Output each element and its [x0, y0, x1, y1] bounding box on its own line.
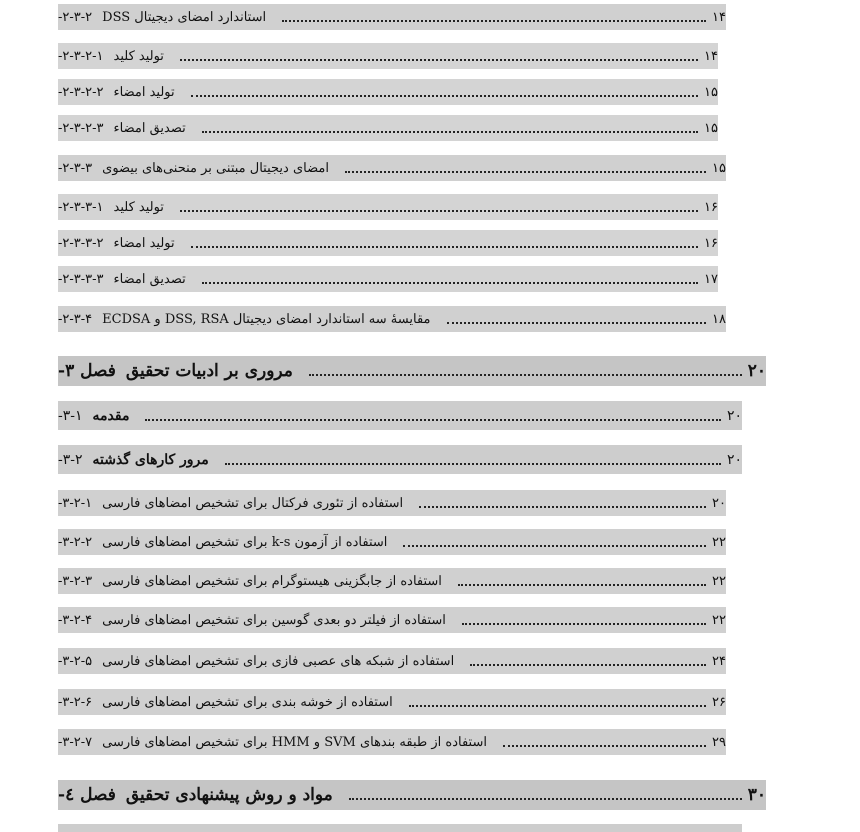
toc-row[interactable] [58, 490, 726, 516]
toc-page-number: ۲۲ [712, 534, 726, 550]
toc-page-number: ۱۵ [704, 84, 718, 100]
toc-number: ۲-۳-۳-۳- [58, 271, 104, 287]
dot-leader [145, 419, 721, 421]
toc-row-partial [58, 824, 742, 832]
toc-page-number: ۲۰ [726, 451, 742, 468]
dot-leader [180, 210, 698, 212]
toc-page-number: ۲۰ [747, 361, 766, 381]
toc-page-number: ۱۵ [712, 160, 726, 176]
toc-page-number: ۱۶ [704, 199, 718, 215]
toc-page-number: ۱۷ [704, 271, 718, 287]
toc-number: ۳-۲-۶- [58, 694, 93, 710]
dot-leader [345, 171, 706, 173]
toc-title: استفاده از طبقه بندهای SVM و HMM برای تشخیص امضاهای فارسی [102, 734, 487, 750]
toc-number: ۳-۲-۵- [58, 653, 93, 669]
toc-row[interactable] [58, 43, 718, 69]
toc-title: استفاده از جابگزینی هیستوگرام برای تشخیص امضاهای فارسی [102, 573, 442, 589]
toc-title: تصدیق امضاء [113, 271, 186, 287]
toc-page-number: ۲۰ [726, 407, 742, 424]
toc-title: مرور کارهای گذشته [92, 451, 209, 468]
toc-row[interactable] [58, 306, 726, 332]
toc-number: ۲-۳-۳-۲- [58, 235, 104, 251]
toc-title: استفاده از شبکه های عصبی فازی برای تشخیص امضاهای فارسی [102, 653, 455, 669]
toc-page-number: ۱۴ [712, 9, 726, 25]
toc-page-number: ۲۹ [712, 734, 726, 750]
toc-number: ۲-۳-۲- [58, 9, 93, 25]
toc-row[interactable] [58, 155, 726, 181]
toc-number: ۳-۲-۳- [58, 573, 93, 589]
toc-row[interactable] [58, 689, 726, 715]
dot-leader [462, 623, 706, 625]
dot-leader [419, 506, 706, 508]
toc-row[interactable] [58, 79, 718, 105]
toc-title: مروری بر ادبیات تحقیق [125, 361, 293, 381]
toc-page-number: ۳۰ [747, 785, 766, 805]
toc-row[interactable] [58, 401, 742, 430]
toc-number: ۳-۱- [58, 407, 83, 424]
toc-number: فصل ۳- [58, 361, 116, 381]
toc-number: ۲-۳-۳- [58, 160, 93, 176]
dot-leader [403, 545, 706, 547]
toc-row[interactable] [58, 729, 726, 755]
dot-leader [191, 95, 698, 97]
toc-row[interactable] [58, 445, 742, 474]
toc-title: تصدیق امضاء [113, 120, 186, 136]
toc-page-number: ۲۴ [712, 653, 726, 669]
toc-page-number: ۲۰ [712, 495, 726, 511]
toc-row[interactable] [58, 568, 726, 594]
toc-number: ۳-۲-۷- [58, 734, 93, 750]
dot-leader [225, 463, 721, 465]
toc-title: استفاده از تئوری فرکتال برای تشخیص امضاهای فارسی [102, 495, 404, 511]
toc-number: ۳-۲-۱- [58, 495, 93, 511]
dot-leader [282, 20, 706, 22]
toc-row[interactable] [58, 648, 726, 674]
toc-number: ۳-۲-۲- [58, 534, 93, 550]
toc-title: مقایسهٔ سه استاندارد امضای دیجیتال DSS, RSA و ECDSA [102, 311, 431, 327]
dot-leader [180, 59, 698, 61]
toc-title: مواد و روش پیشنهادی تحقیق [125, 785, 333, 805]
toc-title: تولید امضاء [113, 84, 175, 100]
toc-title: مقدمه [92, 407, 130, 424]
toc-page-number: ۱۵ [704, 120, 718, 136]
toc-page-number: ۲۶ [712, 694, 726, 710]
toc-row[interactable] [58, 115, 718, 141]
dot-leader [503, 745, 706, 747]
toc-title: امضای دیجیتال مبتنی بر منحنی‌های بیضوی [102, 160, 329, 176]
toc-page-number: ۱۸ [712, 311, 726, 327]
dot-leader [202, 282, 698, 284]
toc-title: استاندارد امضای دیجیتال DSS [102, 9, 267, 25]
toc-row[interactable] [58, 529, 726, 555]
toc-page-number: ۲۲ [712, 573, 726, 589]
toc-chapter-row[interactable] [58, 356, 766, 386]
toc-row[interactable] [58, 4, 726, 30]
toc-number: ۲-۳-۲-۳- [58, 120, 104, 136]
toc-title: تولید کلید [113, 48, 164, 64]
dot-leader [470, 664, 706, 666]
toc-title: استفاده از فیلتر دو بعدی گوسین برای تشخیص امضاهای فارسی [102, 612, 446, 628]
toc-title: استفاده از خوشه بندی برای تشخیص امضاهای فارسی [102, 694, 393, 710]
toc-page-number: ۲۲ [712, 612, 726, 628]
toc-row[interactable] [58, 230, 718, 256]
dot-leader [191, 246, 698, 248]
dot-leader [409, 705, 706, 707]
toc-row[interactable] [58, 266, 718, 292]
toc-chapter-row[interactable] [58, 780, 766, 810]
toc-title: استفاده از آزمون k-s برای تشخیص امضاهای فارسی [102, 534, 388, 550]
toc-number: ۲-۳-۲-۱- [58, 48, 104, 64]
toc-number: ۲-۳-۴- [58, 311, 93, 327]
toc-page-number: ۱۶ [704, 235, 718, 251]
dot-leader [447, 322, 707, 324]
toc-number: ۲-۳-۳-۱- [58, 199, 104, 215]
toc-title: تولید امضاء [113, 235, 175, 251]
dot-leader [202, 131, 698, 133]
toc-number: ۳-۲- [58, 451, 83, 468]
dot-leader [309, 374, 742, 376]
dot-leader [458, 584, 706, 586]
toc-number: فصل ٤- [58, 785, 116, 805]
toc-page-number: ۱۴ [704, 48, 718, 64]
toc-number: ۲-۳-۲-۲- [58, 84, 104, 100]
toc-number: ۳-۲-۴- [58, 612, 93, 628]
toc-row[interactable] [58, 194, 718, 220]
dot-leader [349, 798, 742, 800]
toc-row[interactable] [58, 607, 726, 633]
toc-title: تولید کلید [113, 199, 164, 215]
